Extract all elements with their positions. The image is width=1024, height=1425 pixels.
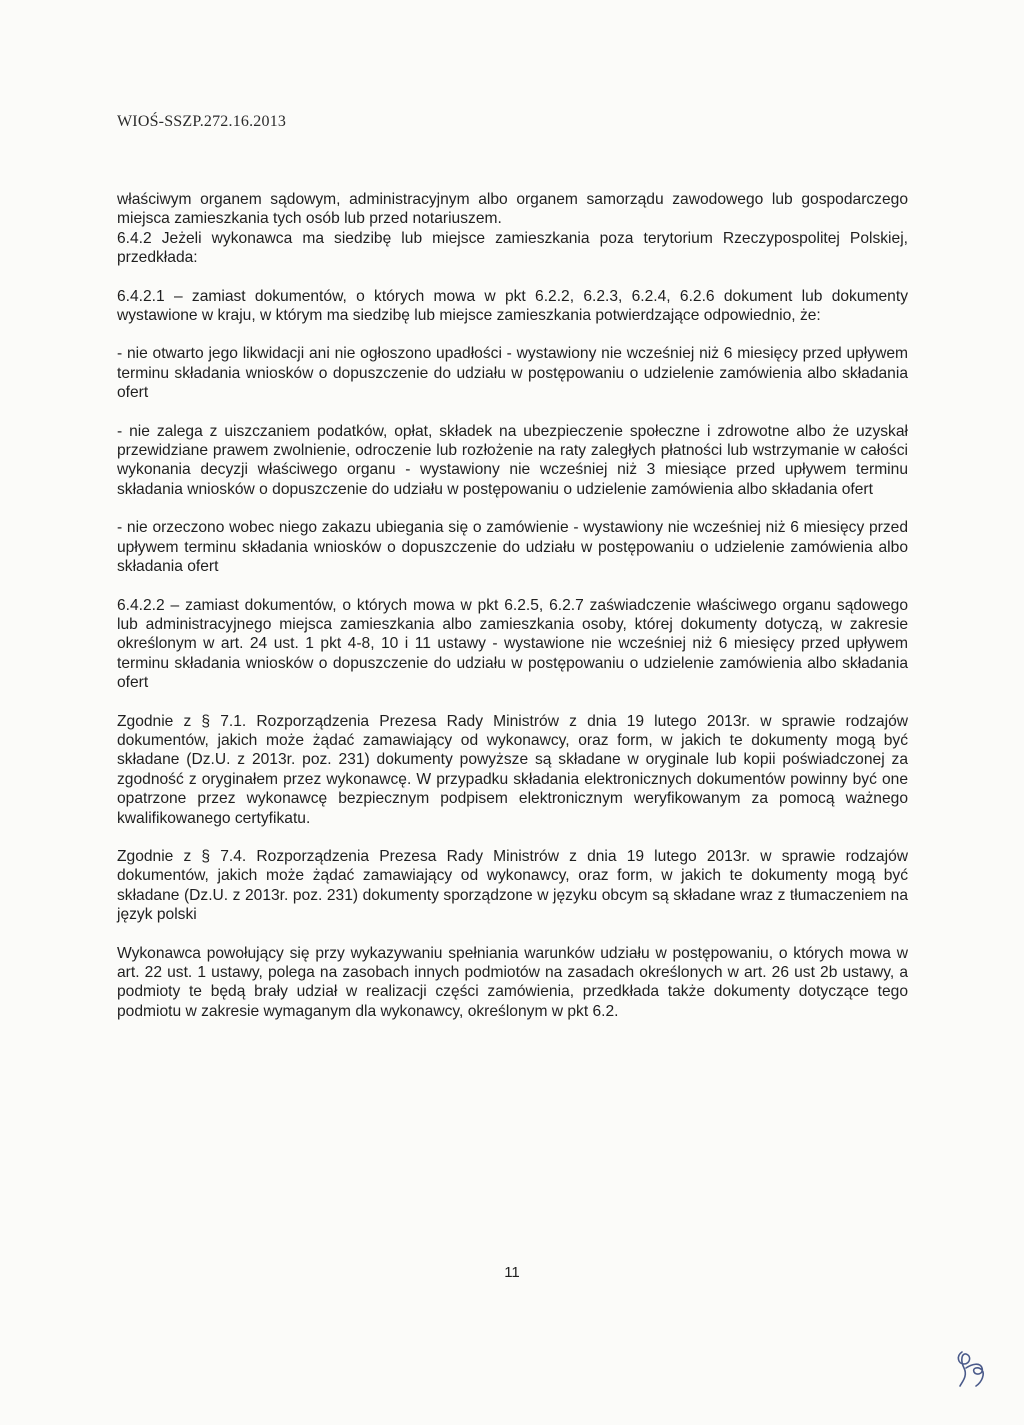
paragraph-1: właściwym organem sądowym, administracyjnym albo organem samorządu zawodowego lub gospodarczego miejsca zamieszkania tych osób lub przed notariuszem. <box>117 191 908 228</box>
paragraph-8: Zgodnie z § 7.1. Rozporządzenia Prezesa Rady Ministrów z dnia 19 lutego 2013r. w sprawie rodzajów dokumentów, jakich może żądać zamawiający od wykonawcy, oraz form, w jakich te dokumenty mogą być składane (Dz.U. z 2013r. poz. 231) dokumenty powyższe są składane w oryginale lub kopii poświadczonej za zgodność z oryginałem przez wykonawcę. W przypadku składania elektronicznych dokumentów powinny być one opatrzone przez wykonawcę bezpiecznym podpisem elektronicznym weryfikowanym za pomocą ważnego kwalifikowanego certyfikatu. <box>117 712 908 827</box>
document-body <box>117 190 908 1040</box>
paragraph-10: Wykonawca powołujący się przy wykazywaniu spełniania warunków udziału w postępowaniu, o których mowa w art. 22 ust. 1 ustawy, polega na zasobach innych podmiotów na zasadach określonych w art. 26 ust 2b ustawy, a podmioty te będą brały udział w realizacji części zamówienia, przedkłada także dokumenty dotyczące tego podmiotu w zakresie wymaganym dla wykonawcy, określonym w pkt 6.2. <box>117 944 908 1020</box>
document-reference-number: WIOŚ-SSZP.272.16.2013 <box>117 113 287 130</box>
handwritten-initials-icon <box>952 1346 988 1390</box>
paragraph-7: 6.4.2.2 – zamiast dokumentów, o których mowa w pkt 6.2.5, 6.2.7 zaświadczenie właściwego organu sądowego lub administracyjnego miejsca zamieszkania albo zamieszkania osoby, której dokumenty dotyczą, w zakresie określonym w art. 24 ust. 1 pkt 4-8, 10 i 11 ustawy - wystawione nie wcześniej niż 6 miesięcy przed upływem terminu składania wniosków o dopuszczenie do udziału w postępowaniu o udzielenie zamówienia albo składania ofert <box>117 596 908 692</box>
paragraph-9: Zgodnie z § 7.4. Rozporządzenia Prezesa Rady Ministrów z dnia 19 lutego 2013r. w sprawie rodzajów dokumentów, jakich może żądać zamawiający od wykonawcy, oraz form, w jakich te dokumenty mogą być składane (Dz.U. z 2013r. poz. 231) dokumenty sporządzone w języku obcym są składane wraz z tłumaczeniem na język polski <box>117 847 908 924</box>
paragraph-4: - nie otwarto jego likwidacji ani nie ogłoszono upadłości - wystawiony nie wcześniej niż 6 miesięcy przed upływem terminu składania wniosków o dopuszczenie do udziału w postępowaniu o udzielenie zamówienia albo składania ofert <box>117 345 908 402</box>
paragraph-3: 6.4.2.1 – zamiast dokumentów, o których mowa w pkt 6.2.2, 6.2.3, 6.2.4, 6.2.6 dokument lub dokumenty wystawione w kraju, w którym ma siedzibę lub miejsce zamieszkania potwierdzające odpowiednio, że: <box>117 287 908 325</box>
paragraph-2: 6.4.2 Jeżeli wykonawca ma siedzibę lub miejsce zamieszkania poza terytorium Rzeczypospolitej Polskiej, przedkłada: <box>117 229 908 267</box>
page-number: 11 <box>504 1264 520 1281</box>
paragraph-5: - nie zalega z uiszczaniem podatków, opłat, składek na ubezpieczenie społeczne i zdrowotne albo że uzyskał przewidziane prawem zwolnienie, odroczenie lub rozłożenie na raty zaległych płatności lub wstrzymanie w całości wykonania decyzji właściwego organu - wystawiony nie wcześniej niż 3 miesiące przed upływem terminu składania wniosków o dopuszczenie do udziału w postępowaniu o udzielenie zamówienia albo składania ofert <box>117 422 908 498</box>
paragraph-6: - nie orzeczono wobec niego zakazu ubiegania się o zamówienie - wystawiony nie wcześniej niż 6 miesięcy przed upływem terminu składania wniosków o dopuszczenie do udziału w postępowaniu o udzielenie zamówienia albo składania ofert <box>117 519 908 576</box>
